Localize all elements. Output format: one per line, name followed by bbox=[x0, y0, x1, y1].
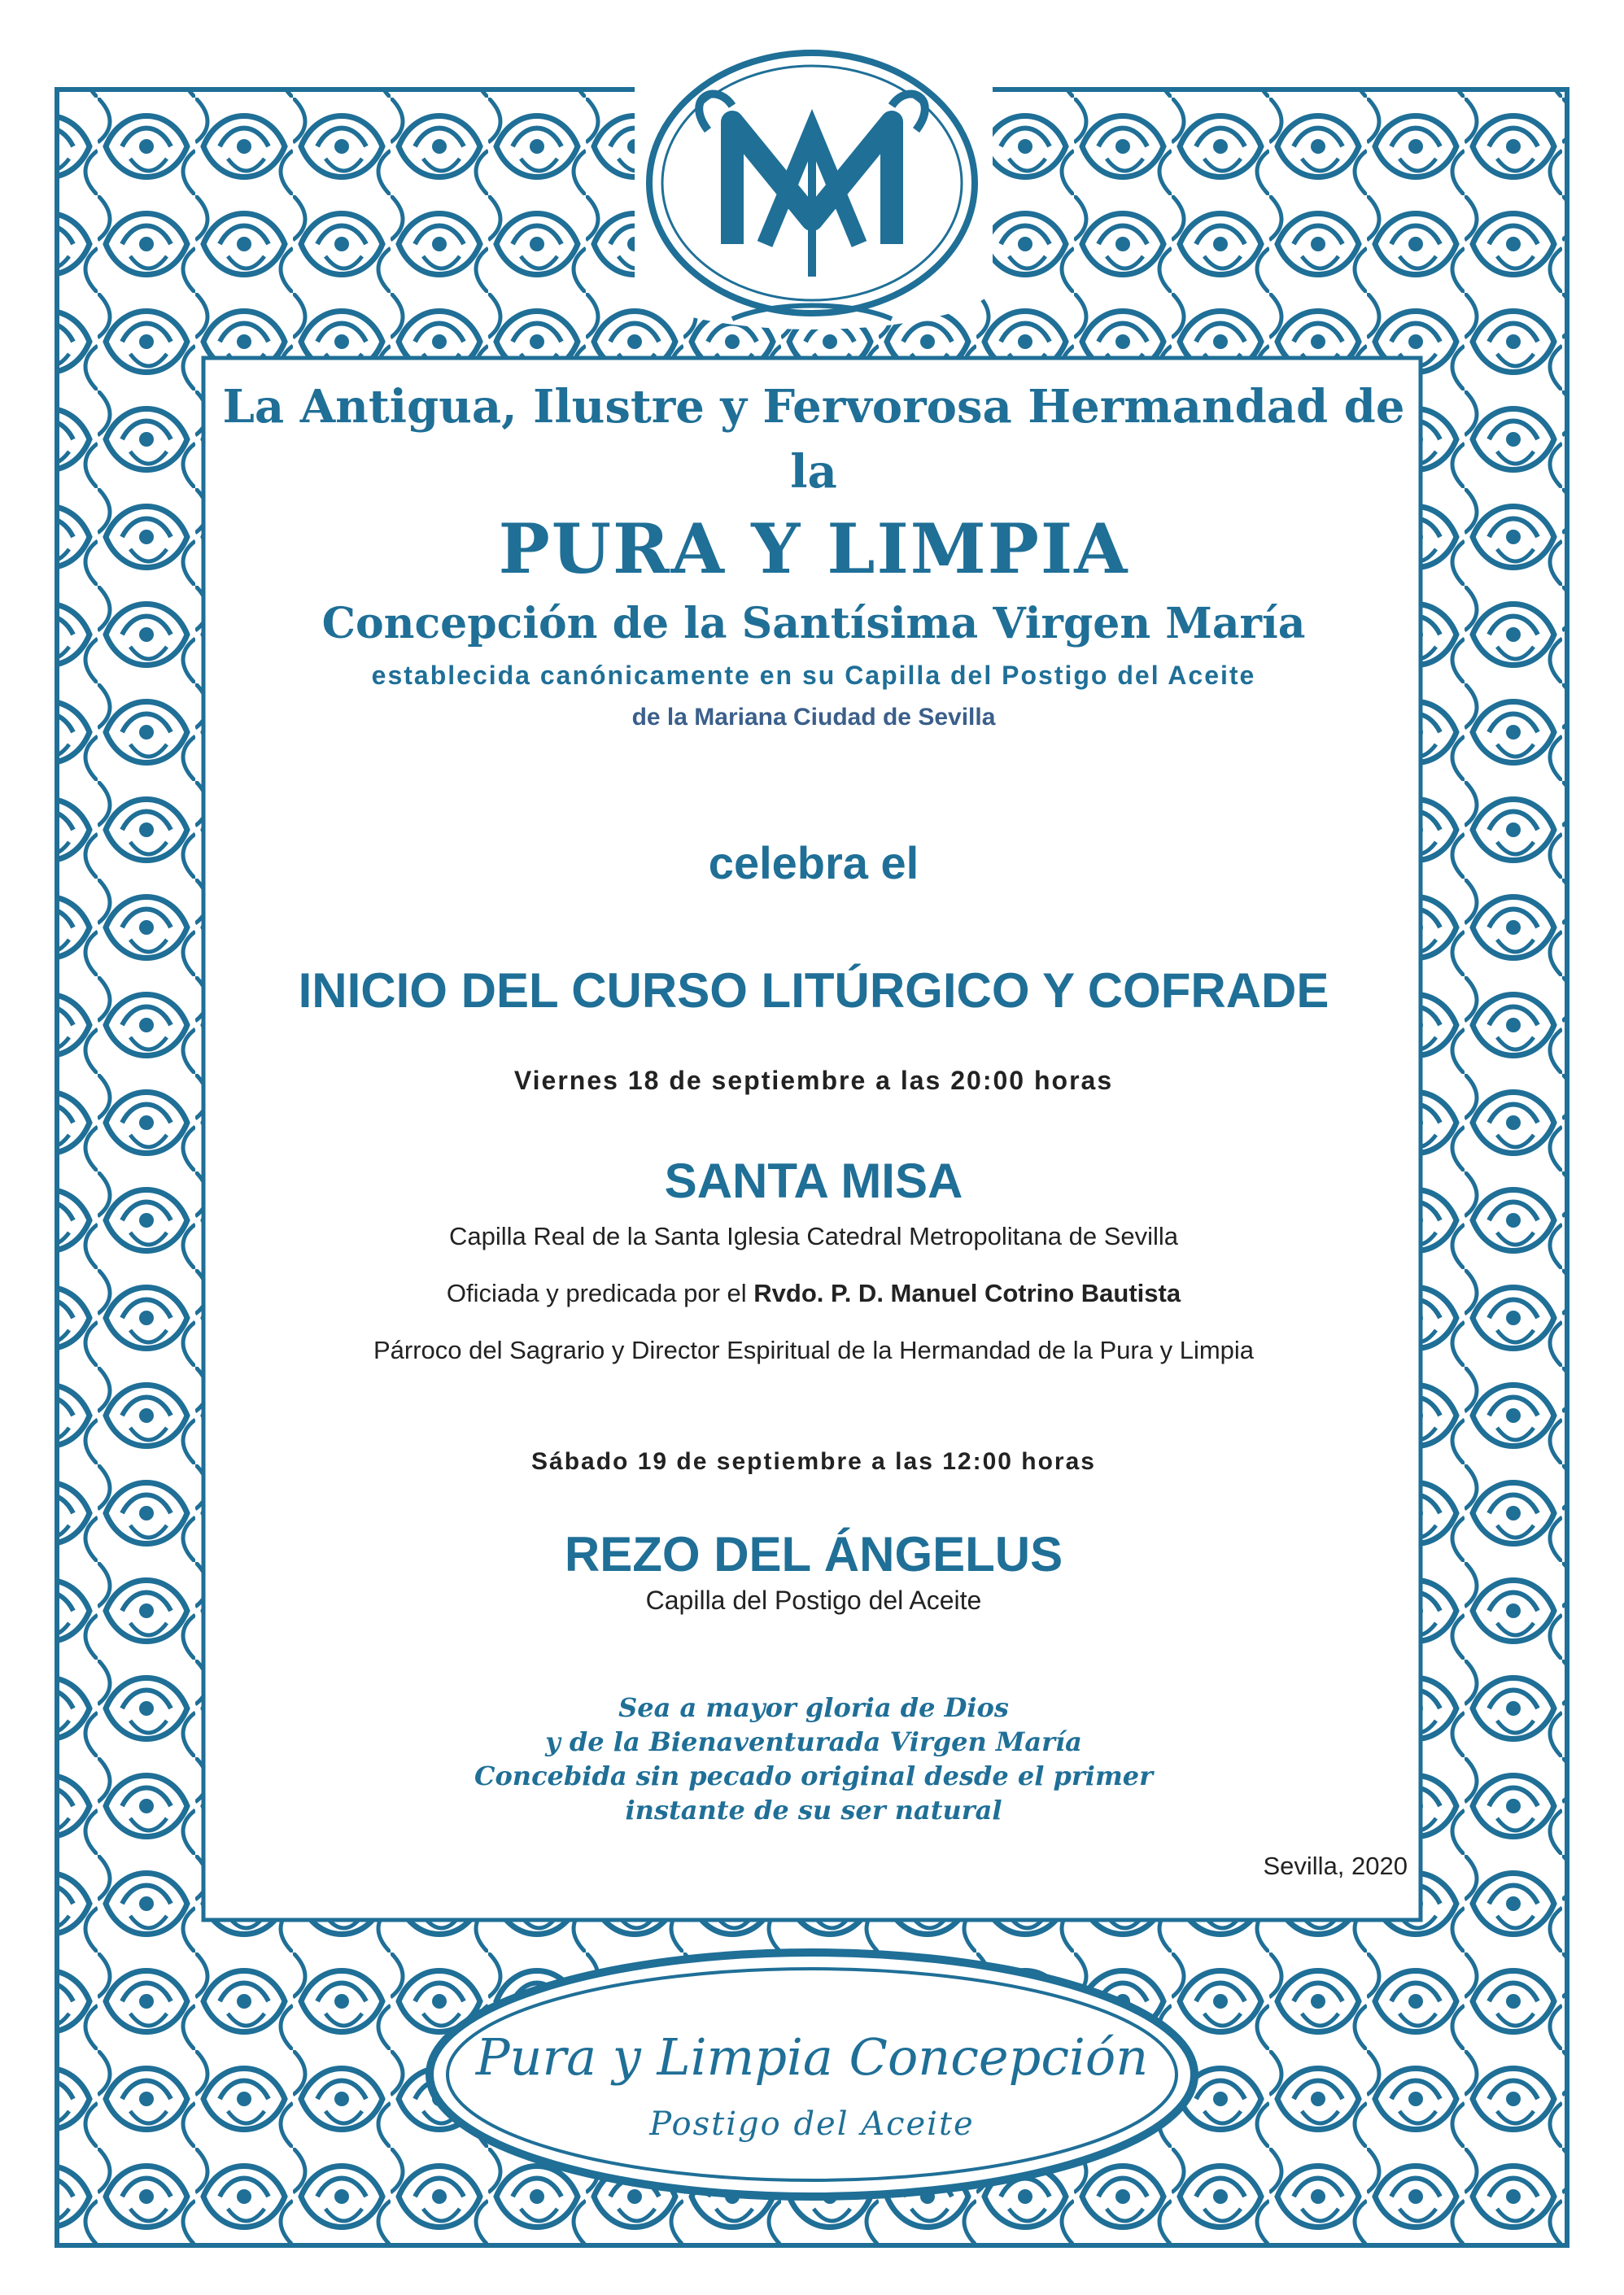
brotherhood-title-line1: La Antigua, Ilustre y Fervorosa Hermandad de la bbox=[222, 380, 1405, 499]
event2-title: REZO DEL ÁNGELUS bbox=[564, 1527, 1063, 1582]
intro-text: celebra el bbox=[708, 837, 919, 888]
event1-title: SANTA MISA bbox=[664, 1154, 963, 1208]
event-title: INICIO DEL CURSO LITÚRGICO Y COFRADE bbox=[298, 963, 1329, 1018]
event1-officiant-line bbox=[212, 1279, 1416, 1308]
ave-maria-monogram-icon bbox=[649, 53, 975, 319]
cartouche-line2: Postigo del Aceite bbox=[649, 2105, 975, 2143]
brotherhood-title-line3: Concepción de la Santísima Virgen María bbox=[321, 599, 1306, 648]
brotherhood-title-line2: PURA Y LIMPIA bbox=[498, 508, 1129, 589]
event1-officiant-role: Párroco del Sagrario y Director Espiritual de la Hermandad de la Pura y Limpia bbox=[373, 1336, 1255, 1364]
event1-date: Viernes 18 de septiembre a las 20:00 horas bbox=[513, 1066, 1114, 1095]
closing-line3: Concebida sin pecado original desde el primer bbox=[474, 1761, 1154, 1791]
officiated-prefix: Oficiada y predicada por el bbox=[446, 1279, 754, 1307]
brotherhood-title-line5: de la Mariana Ciudad de Sevilla bbox=[631, 704, 996, 731]
event2-date: Sábado 19 de septiembre a las 12:00 horas bbox=[531, 1448, 1096, 1475]
closing-line1: Sea a mayor gloria de Dios bbox=[618, 1692, 1009, 1723]
brotherhood-title-line4: establecida canónicamente en su Capilla del Postigo del Aceite bbox=[371, 661, 1256, 690]
event1-place: Capilla Real de la Santa Iglesia Catedral Metropolitana de Sevilla bbox=[448, 1222, 1179, 1250]
cartouche-line1: Pura y Limpia Concepción bbox=[475, 2027, 1149, 2087]
main-content bbox=[212, 374, 1416, 1827]
event2-place: Capilla del Postigo del Aceite bbox=[645, 1586, 982, 1615]
closing-quote bbox=[212, 1691, 1416, 1827]
closing-line2: y de la Bienaventurada Virgen María bbox=[545, 1726, 1082, 1757]
closing-line4: instante de su ser natural bbox=[625, 1795, 1002, 1826]
officiant-name: Rvdo. P. D. Manuel Cotrino Bautista bbox=[753, 1279, 1181, 1307]
place-date: Sevilla, 2020 bbox=[1263, 1852, 1408, 1880]
